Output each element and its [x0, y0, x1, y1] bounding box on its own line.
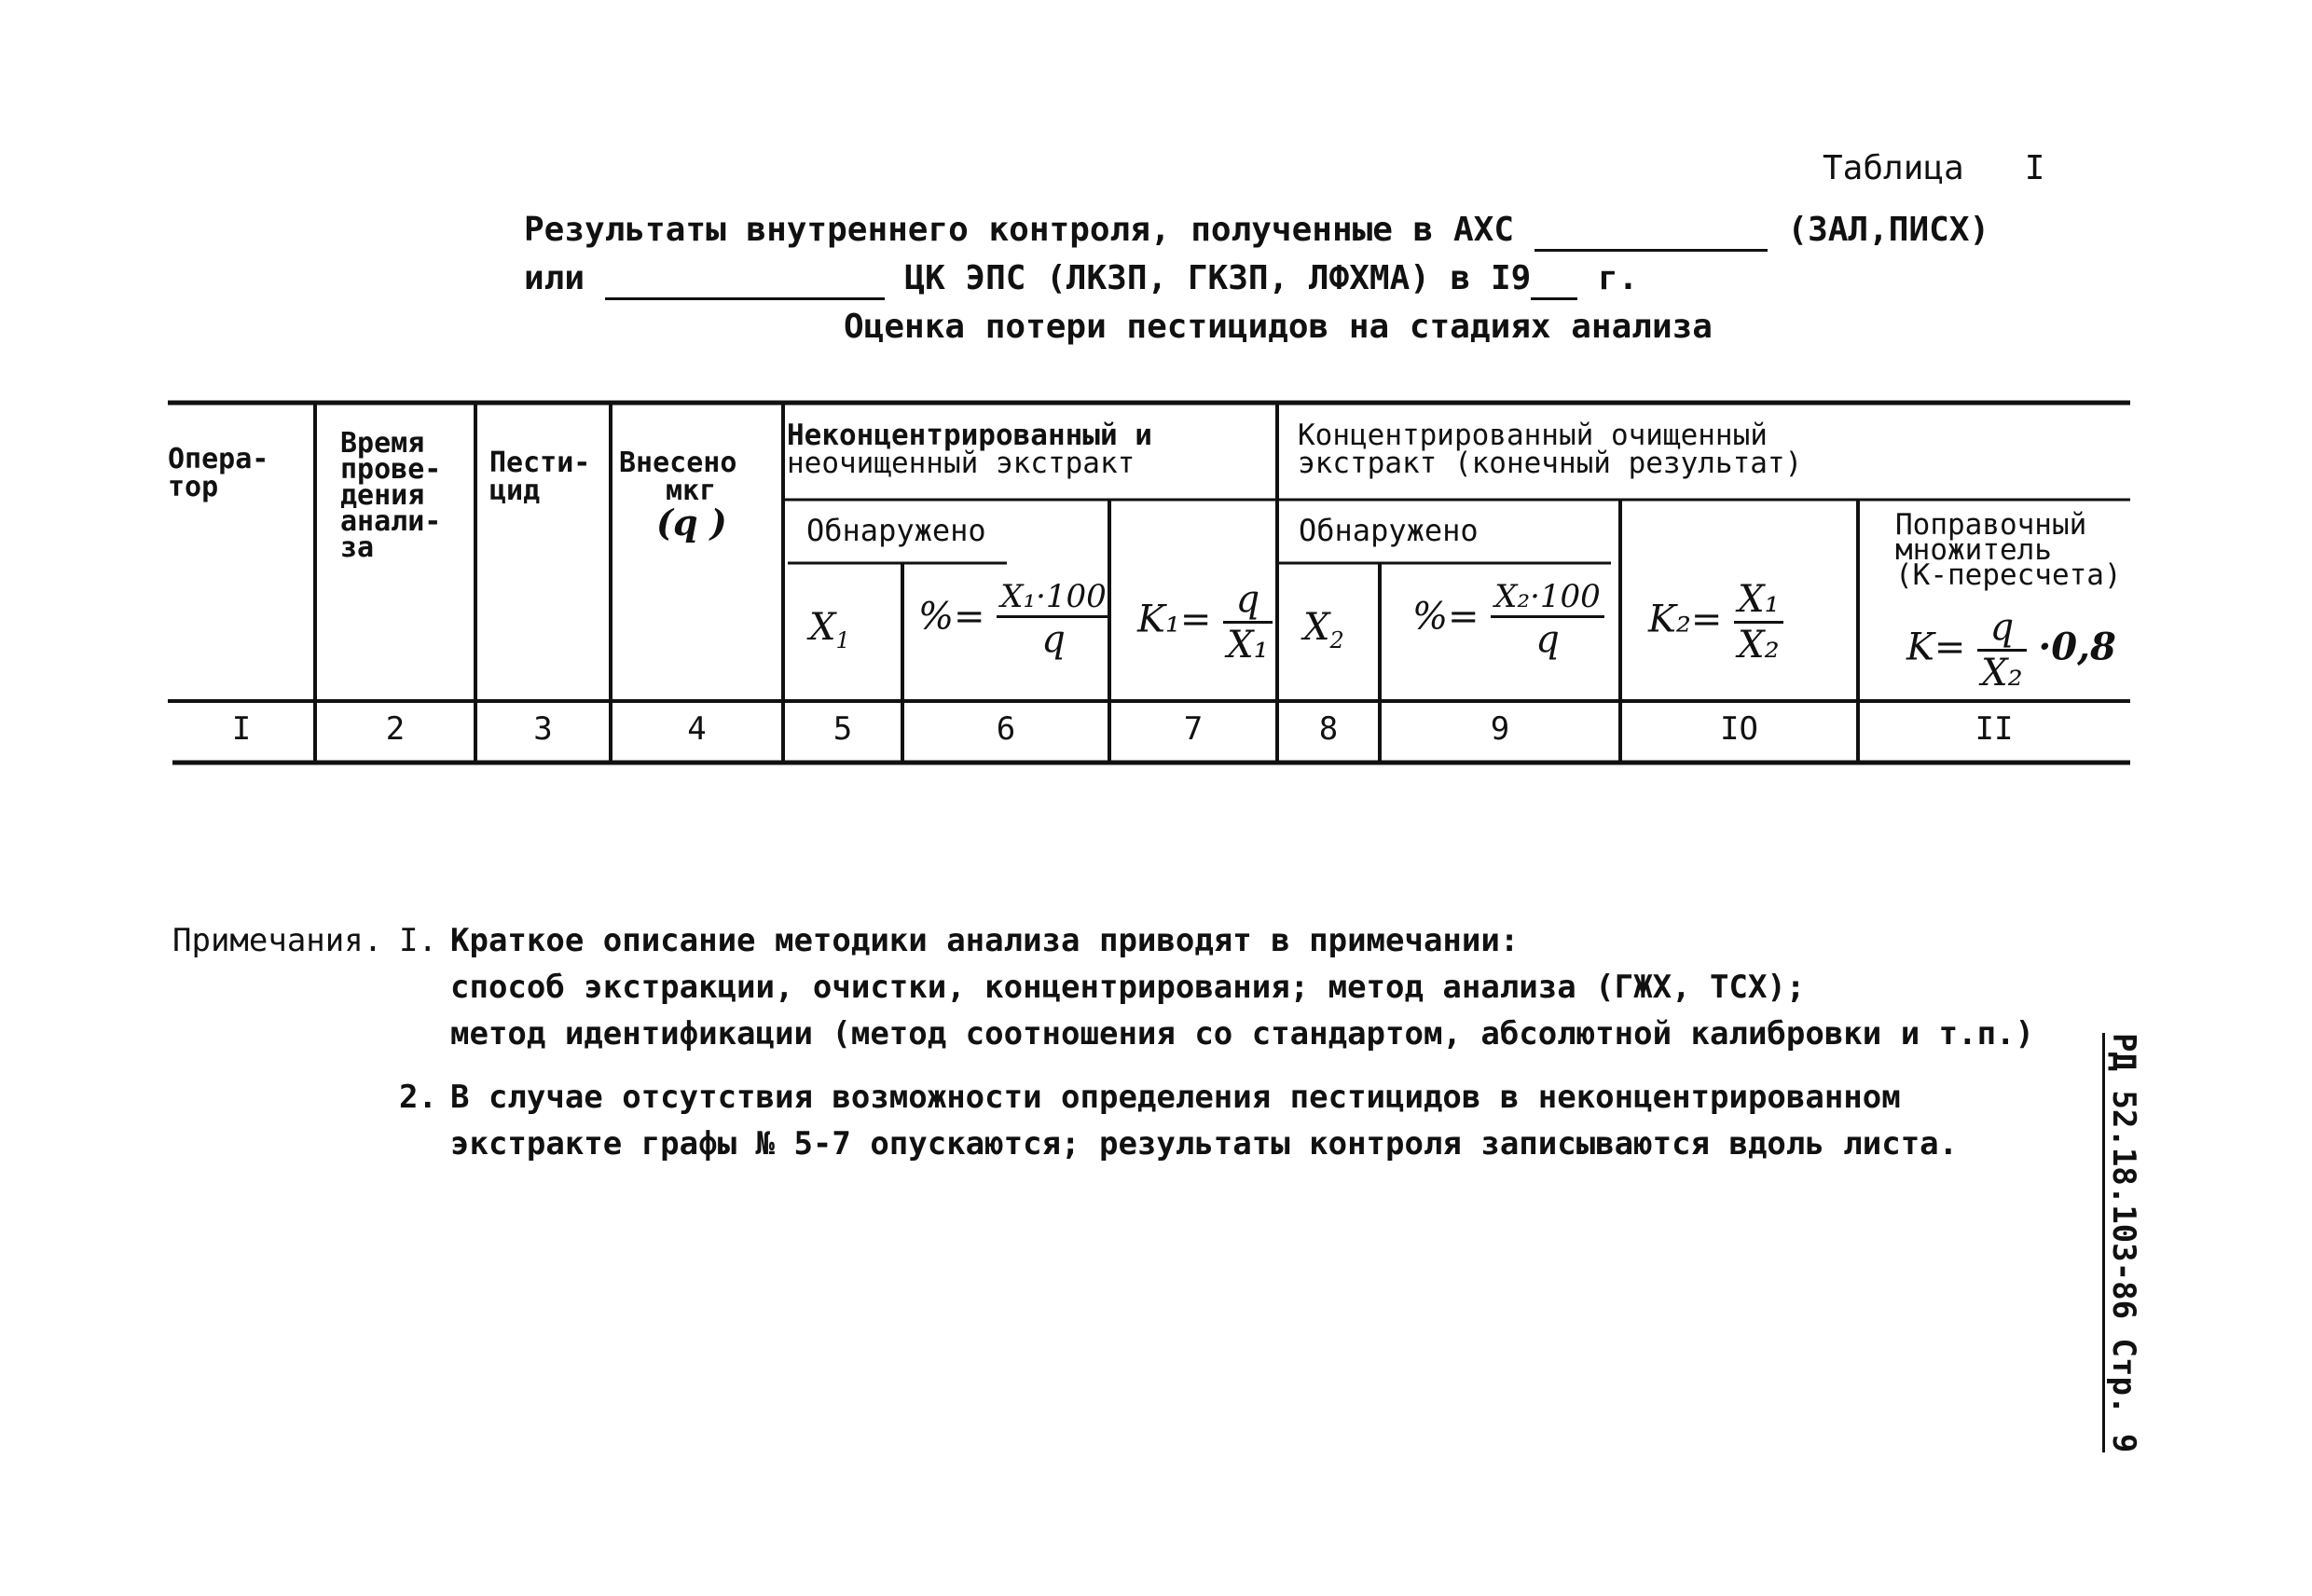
formula-pct1: [918, 578, 1110, 661]
formula-k-tail: ·0,8: [2038, 625, 2116, 669]
note-2-line-1: В случае отсутствия возможности определения пестицидов в неконцентрированном: [450, 1079, 1901, 1116]
column-number-6: 6: [996, 710, 1016, 748]
note-1-number: I.: [399, 922, 437, 959]
formula-pct2-denominator: q: [1535, 618, 1560, 661]
formula-k2-lhs: K₂=: [1648, 598, 1723, 641]
column-number-2: 2: [385, 710, 406, 748]
formula-pct1-lhs: %=: [918, 595, 985, 639]
column-number-4: 4: [687, 710, 707, 748]
note-2-number: 2.: [399, 1079, 437, 1116]
note-1-line-2: способ экстракции, очистки, концентрирования; метод анализа (ГЖХ, ТСХ);: [450, 969, 1806, 1006]
header-time: [340, 427, 442, 564]
note-2-line-2: экстракте графы № 5-7 опускаются; результаты контроля записываются вдоль листа.: [450, 1125, 1959, 1163]
formula-pct2-fraction: [1491, 578, 1604, 661]
formula-x2: [1303, 606, 1344, 654]
header-pesticide-line1: Пести-: [489, 447, 591, 479]
header-added-line2: мкг: [666, 475, 717, 507]
header-added-line1: Внесено: [619, 447, 737, 479]
formula-k1: [1137, 578, 1273, 667]
formula-x1-symbol: X: [809, 606, 836, 649]
formula-k2-denominator: X₂: [1738, 624, 1780, 667]
formula-k-lhs: K=: [1906, 626, 1966, 669]
formula-x2-symbol: X: [1303, 606, 1330, 649]
formula-k2: [1648, 578, 1783, 667]
header-correction-line3: (К-пересчета): [1895, 558, 2122, 592]
header-pesticide: [489, 449, 590, 505]
formula-k1-numerator: q: [1223, 578, 1273, 624]
formula-k2-fraction: [1734, 578, 1783, 667]
header-group2-line2: экстракт (конечный результат): [1298, 447, 1803, 480]
header-operator: [168, 443, 269, 503]
formula-pct2: [1412, 578, 1604, 661]
header-time-line4: анали-: [340, 505, 442, 538]
formula-k-denominator: X₂: [1981, 652, 2023, 695]
notes-label: Примечания.: [172, 922, 383, 959]
formula-pct2-numerator: X₂·100: [1491, 578, 1604, 618]
formula-k-numerator: q: [1977, 606, 2027, 652]
header-group2-line1: Концентрированный очищенный: [1298, 419, 1768, 452]
header-operator-line2: тор: [168, 471, 219, 503]
header-added: [619, 447, 737, 543]
note-1-line-3: метод идентификации (метод соотношения со стандартом, абсолютной калибровки и т.п.): [450, 1015, 2034, 1053]
header-added-symbol: (q ): [656, 502, 727, 543]
note-1-line-1: Краткое описание методики анализа приводят в примечании:: [450, 922, 1520, 959]
formula-pct2-lhs: %=: [1412, 595, 1479, 639]
formula-pct1-fraction: [997, 578, 1110, 661]
header-correction-line1: Поправочный: [1895, 508, 2087, 542]
header-found-2: Обнаружено: [1299, 513, 1479, 548]
header-time-line2: прове-: [340, 453, 442, 486]
column-number-1: I: [231, 710, 252, 748]
column-number-5: 5: [833, 710, 853, 748]
formula-k1-denominator: X₁: [1227, 624, 1269, 667]
formula-pct1-denominator: q: [1041, 618, 1066, 661]
column-number-3: 3: [533, 710, 553, 748]
formula-k-fraction: [1977, 606, 2027, 695]
column-number-9: 9: [1490, 710, 1510, 748]
formula-x1-sub: 1: [835, 627, 850, 654]
header-time-line3: дения: [340, 479, 425, 512]
formula-k2-numerator: X₁: [1734, 578, 1783, 624]
title-line-2-end: г.: [1597, 259, 1639, 297]
header-group1-line2: неочищенный экстракт: [787, 447, 1135, 480]
table-label-text: Таблица: [1823, 149, 1964, 187]
header-group-nonconcentrated: [787, 419, 1152, 480]
formula-k1-fraction: [1223, 578, 1273, 667]
column-number-10: IO: [1720, 710, 1758, 748]
header-pesticide-line2: цид: [489, 475, 541, 507]
header-correction: [1895, 508, 2122, 592]
header-group-concentrated: [1298, 419, 1803, 480]
header-operator-line1: Опера-: [168, 443, 269, 475]
side-page-label: РД 52.18.103-86 Стр. 9: [2102, 1033, 2142, 1452]
subtitle: Оценка потери пестицидов на стадиях анализа: [844, 308, 1713, 346]
column-number-7: 7: [1183, 710, 1204, 748]
formula-k1-lhs: K₁=: [1137, 598, 1212, 641]
formula-x2-sub: 2: [1329, 627, 1344, 654]
column-number-8: 8: [1318, 710, 1339, 748]
title-line-1-start: Результаты внутреннего контроля, полученные в АХС: [524, 211, 1515, 249]
header-time-line5: за: [340, 531, 375, 564]
formula-pct1-numerator: X₁·100: [997, 578, 1110, 618]
header-group1-line1: Неконцентрированный и: [787, 419, 1152, 452]
formula-k: [1906, 606, 2116, 695]
header-found-1: Обнаружено: [806, 513, 986, 548]
column-number-11: II: [1975, 710, 2014, 748]
formula-x1: [809, 606, 850, 654]
header-correction-line2: множитель: [1895, 533, 2052, 567]
title-line-2-mid: ЦК ЭПС (ЛКЗП, ГКЗП, ЛФХМА) в I9: [904, 259, 1532, 297]
header-time-line1: Время: [340, 427, 425, 460]
title-line-1-end: (ЗАЛ,ПИСХ): [1787, 211, 1990, 249]
table-number: I: [2024, 149, 2045, 187]
title-line-2-start: или: [524, 259, 585, 297]
